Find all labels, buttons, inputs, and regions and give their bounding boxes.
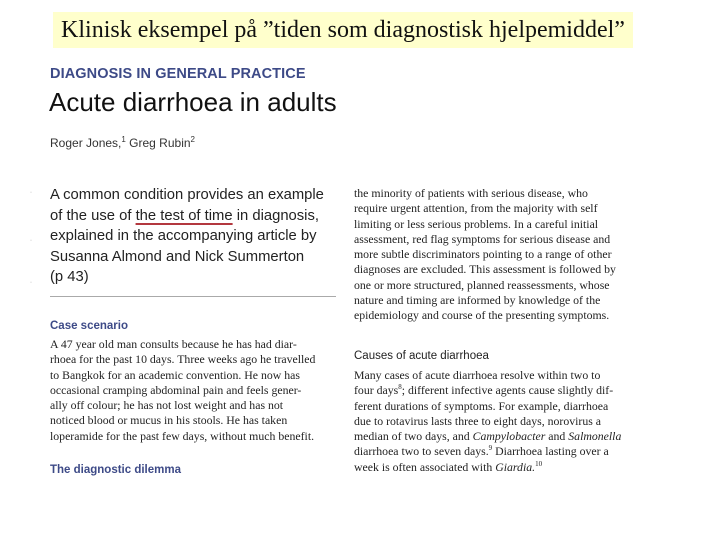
body-text: Diarrhoea lasting over a — [492, 444, 609, 459]
body-text: ; different infective agents cause slightly dif- — [401, 383, 614, 398]
organism-name: Giardia. — [495, 459, 536, 474]
reference-marker: 10 — [535, 459, 543, 468]
case-line: noticed blood or mucus in his stools. He has taken — [50, 413, 288, 428]
case-line: ally off colour; he has not lost weight and has not — [50, 398, 284, 413]
standfirst-line: explained in the accompanying article by — [50, 228, 317, 244]
case-line: occasional cramping abdominal pain and feels gener- — [50, 382, 302, 397]
body-text: four days — [354, 383, 399, 398]
case-line: A 47 year old man consults because he has had diar- — [50, 337, 297, 351]
diagnostic-dilemma-heading: The diagnostic dilemma — [50, 464, 181, 476]
body-line: Many cases of acute diarrhoea resolve within two to — [354, 368, 601, 382]
right-column-text — [354, 186, 644, 324]
body-line: one or more structured, planned reassessments, whose — [354, 277, 610, 292]
standfirst-line: Susanna Almond and Nick Summerton — [50, 248, 305, 265]
organism-name: Campylobacter — [472, 429, 546, 444]
body-text: median of two days, and — [354, 429, 473, 444]
standfirst-line — [50, 206, 340, 227]
body-line: ferent durations of symptoms. For example, diarrhoea — [354, 398, 609, 413]
case-line: rhoea for the past 10 days. Three weeks ago he travelled — [50, 352, 316, 367]
standfirst-line: A common condition provides an example — [50, 187, 324, 203]
article-headline: Acute diarrhoea in adults — [49, 87, 337, 117]
body-line: due to rotavirus lasts three to eight days, norovirus a — [354, 413, 602, 428]
body-text: diarrhoea two to seven days. — [354, 444, 489, 459]
causes-heading: Causes of acute diarrhoea — [354, 350, 489, 362]
case-scenario-heading: Case scenario — [50, 320, 128, 332]
standfirst-text: in diagnosis, — [232, 207, 319, 224]
article-standfirst — [50, 185, 340, 288]
article-authors — [50, 135, 195, 150]
body-line — [354, 383, 644, 398]
case-line: to Bangkok for an academic convention. He now has — [50, 367, 300, 382]
reference-marker: 9 — [488, 444, 493, 453]
section-kicker: DIAGNOSIS IN GENERAL PRACTICE — [50, 66, 306, 82]
body-text: week is often associated with — [354, 459, 496, 474]
standfirst-text: of the use of — [50, 207, 136, 224]
author-1: Roger Jones, — [50, 136, 122, 150]
margin-dot-2: · — [30, 238, 32, 244]
body-line: nature and timing are informed by knowledge of the — [354, 293, 601, 308]
author-2: Greg Rubin — [125, 136, 191, 150]
body-line: epidemiology and course of the presenting symptoms. — [354, 308, 610, 323]
reference-marker: 8 — [398, 383, 402, 392]
body-line: assessment, red flag symptoms for serious disease and — [354, 231, 611, 246]
body-line: more subtle discriminators pointing to a range of other — [354, 247, 612, 262]
case-scenario-text — [50, 337, 340, 444]
body-line: limiting or less serious problems. In a careful initial — [354, 216, 599, 231]
author-2-affiliation: 2 — [190, 135, 195, 144]
author-1-affiliation: 1 — [121, 135, 126, 144]
body-text: and — [545, 429, 569, 444]
case-line: loperamide for the past few days, without much benefit. — [50, 428, 315, 443]
organism-name: Salmonella — [568, 429, 622, 444]
body-line: require urgent attention, from the majority with self — [354, 201, 598, 216]
slide-title: Klinisk eksempel på ”tiden som diagnostisk hjelpemiddel” — [53, 12, 633, 48]
body-line: diagnoses are excluded. This assessment is followed by — [354, 262, 616, 277]
body-line — [354, 444, 644, 459]
margin-dot-1: · — [30, 190, 32, 196]
underlined-phrase: the test of time — [135, 207, 233, 224]
margin-dot-3: · — [30, 280, 32, 286]
divider-rule — [50, 296, 336, 297]
standfirst-line: (p 43) — [50, 269, 89, 285]
body-line: the minority of patients with serious disease, who — [354, 186, 588, 200]
body-line — [354, 429, 644, 444]
causes-text — [354, 368, 644, 475]
body-line — [354, 460, 644, 475]
